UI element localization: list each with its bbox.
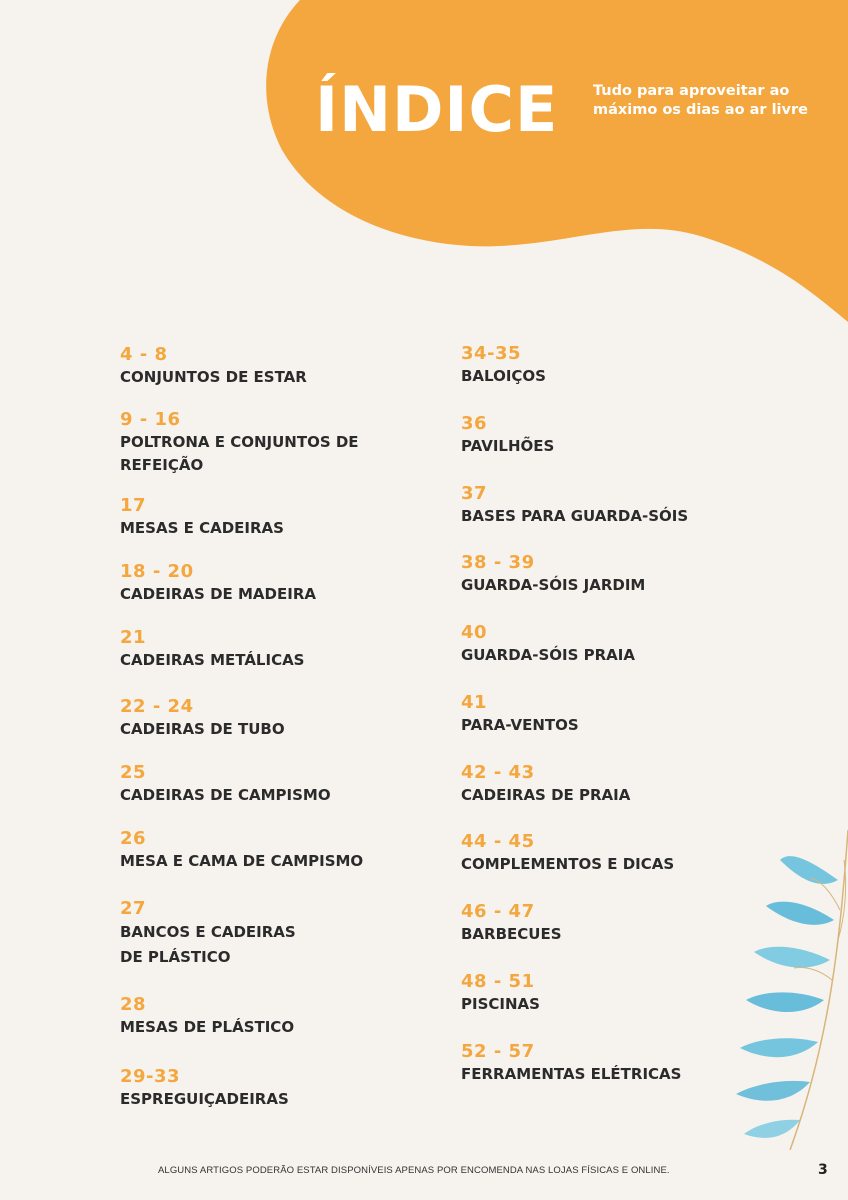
index-entry bbox=[120, 627, 305, 672]
index-entry bbox=[461, 622, 635, 667]
entry-pages: 41 bbox=[461, 692, 488, 713]
entry-pages: 40 bbox=[461, 622, 488, 643]
entry-pages: 4 - 8 bbox=[120, 344, 168, 365]
entry-label: CADEIRAS DE CAMPISMO bbox=[120, 786, 331, 804]
entry-label: CONJUNTOS DE ESTAR bbox=[120, 368, 307, 386]
index-entry bbox=[461, 483, 688, 528]
entry-pages: 36 bbox=[461, 413, 488, 434]
entry-label: CADEIRAS DE TUBO bbox=[120, 720, 285, 738]
entry-label: CADEIRAS DE MADEIRA bbox=[120, 585, 316, 603]
index-entry bbox=[461, 343, 546, 388]
entry-pages: 27 bbox=[120, 898, 147, 919]
index-entry bbox=[461, 692, 579, 737]
page-number: 3 bbox=[818, 1162, 828, 1178]
index-entry bbox=[461, 971, 540, 1016]
entry-pages: 22 - 24 bbox=[120, 696, 194, 717]
entry-label: MESAS DE PLÁSTICO bbox=[120, 1018, 295, 1036]
entry-pages: 46 - 47 bbox=[461, 901, 535, 922]
index-entry bbox=[461, 1041, 681, 1086]
index-entry bbox=[120, 409, 365, 477]
index-entry bbox=[461, 762, 630, 807]
entry-label: MESA E CAMA DE CAMPISMO bbox=[120, 852, 364, 870]
entry-pages: 42 - 43 bbox=[461, 762, 535, 783]
entry-pages: 21 bbox=[120, 627, 147, 648]
entry-pages: 37 bbox=[461, 483, 488, 504]
index-entry bbox=[120, 696, 285, 741]
entry-label: ESPREGUIÇADEIRAS bbox=[120, 1090, 289, 1108]
index-entry bbox=[461, 831, 674, 876]
index-entry bbox=[120, 828, 363, 873]
index-entry bbox=[120, 1066, 289, 1111]
entry-pages: 38 - 39 bbox=[461, 552, 535, 573]
entry-label: POLTRONA E CONJUNTOS DE REFEIÇÃO bbox=[120, 433, 359, 474]
entry-label: PISCINAS bbox=[461, 995, 540, 1013]
entry-label: CADEIRAS METÁLICAS bbox=[120, 651, 305, 669]
index-entry bbox=[120, 994, 294, 1039]
index-entry bbox=[120, 344, 307, 389]
entry-label: GUARDA-SÓIS JARDIM bbox=[461, 576, 646, 594]
index-entry bbox=[120, 561, 316, 606]
palm-leaf-illustration bbox=[720, 820, 848, 1150]
entry-label: FERRAMENTAS ELÉTRICAS bbox=[461, 1065, 682, 1083]
entry-label: BASES PARA GUARDA-SÓIS bbox=[461, 507, 689, 525]
index-entry bbox=[461, 413, 554, 458]
entry-pages: 34-35 bbox=[461, 343, 522, 364]
page-title: ÍNDICE bbox=[315, 73, 559, 146]
entry-label: GUARDA-SÓIS PRAIA bbox=[461, 646, 635, 664]
index-entry bbox=[120, 898, 320, 970]
entry-label: COMPLEMENTOS E DICAS bbox=[461, 855, 675, 873]
entry-pages: 25 bbox=[120, 762, 147, 783]
entry-label: PARA-VENTOS bbox=[461, 716, 579, 734]
entry-label: BALOIÇOS bbox=[461, 367, 546, 385]
entry-label: MESAS E CADEIRAS bbox=[120, 519, 284, 537]
index-entry bbox=[120, 762, 331, 807]
entry-label: BARBECUES bbox=[461, 925, 562, 943]
entry-pages: 52 - 57 bbox=[461, 1041, 535, 1062]
entry-pages: 17 bbox=[120, 495, 147, 516]
entry-pages: 44 - 45 bbox=[461, 831, 535, 852]
orange-blob-decoration bbox=[0, 0, 848, 340]
entry-pages: 28 bbox=[120, 994, 147, 1015]
entry-pages: 48 - 51 bbox=[461, 971, 535, 992]
page-subtitle: Tudo para aproveitar ao máximo os dias ao ar livre bbox=[593, 83, 808, 118]
index-entry bbox=[461, 901, 562, 946]
entry-label: CADEIRAS DE PRAIA bbox=[461, 786, 631, 804]
footer-note: ALGUNS ARTIGOS PODERÃO ESTAR DISPONÍVEIS APENAS POR ENCOMENDA NAS LOJAS FÍSICAS E ONLINE. bbox=[158, 1165, 670, 1176]
entry-pages: 18 - 20 bbox=[120, 561, 194, 582]
entry-pages: 26 bbox=[120, 828, 147, 849]
entry-pages: 9 - 16 bbox=[120, 409, 181, 430]
entry-pages: 29-33 bbox=[120, 1066, 181, 1087]
index-entry bbox=[461, 552, 645, 597]
entry-label: BANCOS E CADEIRAS DE PLÁSTICO bbox=[120, 923, 296, 966]
index-entry bbox=[120, 495, 284, 540]
entry-label: PAVILHÕES bbox=[461, 437, 555, 455]
